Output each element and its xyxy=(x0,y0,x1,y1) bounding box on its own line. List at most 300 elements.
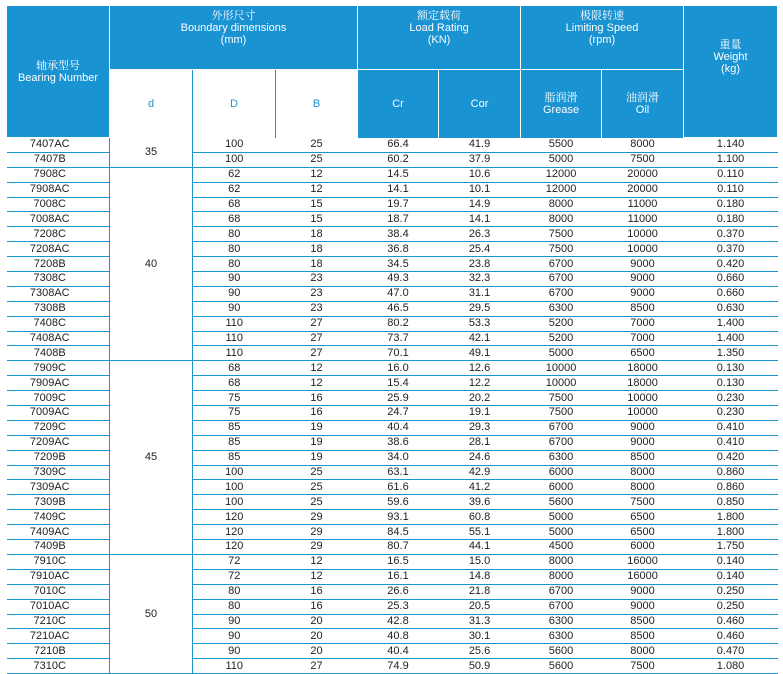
oil-speed-cell: 16000 xyxy=(602,554,684,569)
bearing-number-cell: 7408B xyxy=(7,346,110,361)
cr-value-cell: 16.5 xyxy=(358,554,439,569)
oil-speed-cell: 7500 xyxy=(602,659,684,674)
weight-value-cell: 0.860 xyxy=(684,480,778,495)
cor-value-cell: 21.8 xyxy=(439,584,521,599)
bearing-number-cell: 7208AC xyxy=(7,242,110,257)
grease-speed-cell: 5000 xyxy=(521,525,602,540)
outer-diameter-cell: 110 xyxy=(193,316,276,331)
width-cell: 27 xyxy=(276,659,358,674)
header-grease-en: Grease xyxy=(542,103,580,116)
outer-diameter-cell: 90 xyxy=(193,644,276,659)
cr-value-cell: 19.7 xyxy=(358,197,439,212)
header-oil xyxy=(602,70,684,138)
cor-value-cell: 20.2 xyxy=(439,391,521,406)
width-cell: 12 xyxy=(276,376,358,391)
cor-value-cell: 31.3 xyxy=(439,614,521,629)
weight-value-cell: 0.180 xyxy=(684,197,778,212)
oil-speed-cell: 9000 xyxy=(602,286,684,301)
width-cell: 29 xyxy=(276,510,358,525)
weight-value-cell: 0.230 xyxy=(684,406,778,421)
weight-value-cell: 0.130 xyxy=(684,361,778,376)
width-cell: 19 xyxy=(276,435,358,450)
cor-value-cell: 12.2 xyxy=(439,376,521,391)
oil-speed-cell: 10000 xyxy=(602,391,684,406)
weight-value-cell: 0.110 xyxy=(684,182,778,197)
cor-value-cell: 24.6 xyxy=(439,450,521,465)
oil-speed-cell: 9000 xyxy=(602,599,684,614)
outer-diameter-cell: 68 xyxy=(193,361,276,376)
outer-diameter-cell: 90 xyxy=(193,272,276,287)
header-oil-en: Oil xyxy=(635,103,650,116)
weight-value-cell: 0.410 xyxy=(684,435,778,450)
oil-speed-cell: 9000 xyxy=(602,257,684,272)
weight-value-cell: 0.230 xyxy=(684,391,778,406)
outer-diameter-cell: 90 xyxy=(193,286,276,301)
header-boundary-en: Boundary dimensions xyxy=(180,22,287,34)
weight-value-cell: 0.860 xyxy=(684,465,778,480)
grease-speed-cell: 6300 xyxy=(521,301,602,316)
bearing-number-cell: 7210C xyxy=(7,614,110,629)
weight-value-cell: 0.460 xyxy=(684,629,778,644)
cr-value-cell: 16.1 xyxy=(358,569,439,584)
width-cell: 25 xyxy=(276,152,358,167)
cor-value-cell: 31.1 xyxy=(439,286,521,301)
weight-value-cell: 0.630 xyxy=(684,301,778,316)
bearing-number-cell: 7910AC xyxy=(7,569,110,584)
header-load-rating xyxy=(358,6,521,70)
cr-value-cell: 15.4 xyxy=(358,376,439,391)
cr-value-cell: 46.5 xyxy=(358,301,439,316)
header-d: d xyxy=(110,70,193,138)
oil-speed-cell: 20000 xyxy=(602,182,684,197)
oil-speed-cell: 10000 xyxy=(602,227,684,242)
cor-value-cell: 15.0 xyxy=(439,554,521,569)
bearing-number-cell: 7309AC xyxy=(7,480,110,495)
cor-value-cell: 49.1 xyxy=(439,346,521,361)
oil-speed-cell: 7500 xyxy=(602,152,684,167)
oil-speed-cell: 8000 xyxy=(602,465,684,480)
width-cell: 23 xyxy=(276,301,358,316)
cr-value-cell: 34.0 xyxy=(358,450,439,465)
grease-speed-cell: 6700 xyxy=(521,272,602,287)
weight-value-cell: 0.660 xyxy=(684,286,778,301)
grease-speed-cell: 8000 xyxy=(521,212,602,227)
grease-speed-cell: 6000 xyxy=(521,480,602,495)
cr-value-cell: 60.2 xyxy=(358,152,439,167)
bearing-spec-table xyxy=(6,6,778,674)
width-cell: 29 xyxy=(276,540,358,555)
outer-diameter-cell: 120 xyxy=(193,525,276,540)
cr-value-cell: 34.5 xyxy=(358,257,439,272)
cr-value-cell: 84.5 xyxy=(358,525,439,540)
outer-diameter-cell: 85 xyxy=(193,420,276,435)
cr-value-cell: 42.8 xyxy=(358,614,439,629)
width-cell: 16 xyxy=(276,391,358,406)
bearing-number-cell: 7308C xyxy=(7,272,110,287)
weight-value-cell: 1.140 xyxy=(684,138,778,153)
cor-value-cell: 30.1 xyxy=(439,629,521,644)
weight-value-cell: 1.800 xyxy=(684,510,778,525)
width-cell: 12 xyxy=(276,569,358,584)
width-cell: 20 xyxy=(276,644,358,659)
header-boundary-unit: (mm) xyxy=(220,34,247,46)
weight-value-cell: 0.370 xyxy=(684,227,778,242)
outer-diameter-cell: 100 xyxy=(193,495,276,510)
cor-value-cell: 29.5 xyxy=(439,301,521,316)
oil-speed-cell: 8500 xyxy=(602,450,684,465)
width-cell: 27 xyxy=(276,316,358,331)
outer-diameter-cell: 62 xyxy=(193,182,276,197)
grease-speed-cell: 6000 xyxy=(521,465,602,480)
bearing-number-cell: 7408AC xyxy=(7,331,110,346)
width-cell: 27 xyxy=(276,331,358,346)
cr-value-cell: 66.4 xyxy=(358,138,439,153)
oil-speed-cell: 8000 xyxy=(602,138,684,153)
bearing-number-cell: 7309C xyxy=(7,465,110,480)
grease-speed-cell: 7500 xyxy=(521,406,602,421)
cor-value-cell: 26.3 xyxy=(439,227,521,242)
cor-value-cell: 44.1 xyxy=(439,540,521,555)
bearing-number-cell: 7310C xyxy=(7,659,110,674)
outer-diameter-cell: 68 xyxy=(193,376,276,391)
cor-value-cell: 41.9 xyxy=(439,138,521,153)
cr-value-cell: 73.7 xyxy=(358,331,439,346)
oil-speed-cell: 7000 xyxy=(602,316,684,331)
width-cell: 12 xyxy=(276,361,358,376)
grease-speed-cell: 5500 xyxy=(521,138,602,153)
cor-value-cell: 10.6 xyxy=(439,167,521,182)
width-cell: 27 xyxy=(276,346,358,361)
oil-speed-cell: 9000 xyxy=(602,420,684,435)
header-bearing-number-cn: 轴承型号 xyxy=(36,59,80,72)
bearing-number-cell: 7308B xyxy=(7,301,110,316)
weight-value-cell: 0.140 xyxy=(684,569,778,584)
header-load-cn: 额定载荷 xyxy=(417,10,462,22)
cor-value-cell: 23.8 xyxy=(439,257,521,272)
outer-diameter-cell: 68 xyxy=(193,197,276,212)
bearing-table-container xyxy=(6,6,777,674)
outer-diameter-cell: 85 xyxy=(193,450,276,465)
header-speed-en: Limiting Speed xyxy=(565,22,639,34)
outer-diameter-cell: 72 xyxy=(193,569,276,584)
cr-value-cell: 70.1 xyxy=(358,346,439,361)
weight-value-cell: 0.250 xyxy=(684,584,778,599)
outer-diameter-cell: 100 xyxy=(193,480,276,495)
weight-value-cell: 1.100 xyxy=(684,152,778,167)
bearing-number-cell: 7908C xyxy=(7,167,110,182)
bearing-number-cell: 7208B xyxy=(7,257,110,272)
table-body xyxy=(7,138,778,674)
bearing-number-cell: 7209B xyxy=(7,450,110,465)
oil-speed-cell: 8500 xyxy=(602,629,684,644)
bore-diameter-cell: 35 xyxy=(110,138,193,168)
cor-value-cell: 39.6 xyxy=(439,495,521,510)
grease-speed-cell: 5600 xyxy=(521,644,602,659)
grease-speed-cell: 8000 xyxy=(521,554,602,569)
oil-speed-cell: 18000 xyxy=(602,376,684,391)
outer-diameter-cell: 100 xyxy=(193,138,276,153)
header-weight-en: Weight xyxy=(713,50,748,63)
cr-value-cell: 47.0 xyxy=(358,286,439,301)
oil-speed-cell: 6000 xyxy=(602,540,684,555)
table-row xyxy=(7,167,778,182)
weight-value-cell: 1.080 xyxy=(684,659,778,674)
width-cell: 15 xyxy=(276,197,358,212)
grease-speed-cell: 12000 xyxy=(521,167,602,182)
grease-speed-cell: 7500 xyxy=(521,391,602,406)
cr-value-cell: 38.6 xyxy=(358,435,439,450)
grease-speed-cell: 4500 xyxy=(521,540,602,555)
cor-value-cell: 14.8 xyxy=(439,569,521,584)
grease-speed-cell: 7500 xyxy=(521,227,602,242)
cor-value-cell: 37.9 xyxy=(439,152,521,167)
bearing-number-cell: 7908AC xyxy=(7,182,110,197)
cor-value-cell: 10.1 xyxy=(439,182,521,197)
oil-speed-cell: 10000 xyxy=(602,406,684,421)
cor-value-cell: 20.5 xyxy=(439,599,521,614)
table-row xyxy=(7,361,778,376)
weight-value-cell: 0.410 xyxy=(684,420,778,435)
outer-diameter-cell: 80 xyxy=(193,584,276,599)
header-weight xyxy=(684,6,778,138)
oil-speed-cell: 10000 xyxy=(602,242,684,257)
header-bearing-number xyxy=(7,6,110,138)
outer-diameter-cell: 80 xyxy=(193,257,276,272)
bearing-number-cell: 7407AC xyxy=(7,138,110,153)
oil-speed-cell: 6500 xyxy=(602,510,684,525)
cr-value-cell: 63.1 xyxy=(358,465,439,480)
bearing-number-cell: 7308AC xyxy=(7,286,110,301)
grease-speed-cell: 5000 xyxy=(521,346,602,361)
cr-value-cell: 61.6 xyxy=(358,480,439,495)
oil-speed-cell: 8000 xyxy=(602,480,684,495)
oil-speed-cell: 11000 xyxy=(602,212,684,227)
width-cell: 16 xyxy=(276,599,358,614)
outer-diameter-cell: 68 xyxy=(193,212,276,227)
bearing-number-cell: 7208C xyxy=(7,227,110,242)
outer-diameter-cell: 80 xyxy=(193,242,276,257)
header-oil-cn: 油润滑 xyxy=(626,91,660,104)
width-cell: 19 xyxy=(276,420,358,435)
header-speed-cn: 极限转速 xyxy=(580,10,625,22)
bearing-number-cell: 7209AC xyxy=(7,435,110,450)
width-cell: 16 xyxy=(276,406,358,421)
outer-diameter-cell: 85 xyxy=(193,435,276,450)
weight-value-cell: 0.420 xyxy=(684,450,778,465)
width-cell: 23 xyxy=(276,286,358,301)
outer-diameter-cell: 100 xyxy=(193,465,276,480)
width-cell: 23 xyxy=(276,272,358,287)
bearing-number-cell: 7409B xyxy=(7,540,110,555)
width-cell: 15 xyxy=(276,212,358,227)
cor-value-cell: 12.6 xyxy=(439,361,521,376)
cr-value-cell: 93.1 xyxy=(358,510,439,525)
cr-value-cell: 40.4 xyxy=(358,644,439,659)
cor-value-cell: 32.3 xyxy=(439,272,521,287)
bearing-number-cell: 7009AC xyxy=(7,406,110,421)
header-D: D xyxy=(193,70,276,138)
header-grease-cn: 脂润滑 xyxy=(544,91,578,104)
cor-value-cell: 19.1 xyxy=(439,406,521,421)
outer-diameter-cell: 110 xyxy=(193,331,276,346)
cor-value-cell: 60.8 xyxy=(439,510,521,525)
width-cell: 18 xyxy=(276,227,358,242)
bearing-number-cell: 7309B xyxy=(7,495,110,510)
grease-speed-cell: 5200 xyxy=(521,331,602,346)
header-weight-unit: (kg) xyxy=(721,62,740,75)
cor-value-cell: 14.9 xyxy=(439,197,521,212)
table-row xyxy=(7,138,778,153)
width-cell: 25 xyxy=(276,465,358,480)
weight-value-cell: 1.800 xyxy=(684,525,778,540)
cr-value-cell: 14.5 xyxy=(358,167,439,182)
header-cr: Cr xyxy=(358,70,439,138)
bearing-number-cell: 7009C xyxy=(7,391,110,406)
cr-value-cell: 24.7 xyxy=(358,406,439,421)
weight-value-cell: 1.350 xyxy=(684,346,778,361)
width-cell: 29 xyxy=(276,525,358,540)
width-cell: 18 xyxy=(276,257,358,272)
outer-diameter-cell: 90 xyxy=(193,614,276,629)
grease-speed-cell: 6700 xyxy=(521,286,602,301)
width-cell: 20 xyxy=(276,614,358,629)
outer-diameter-cell: 120 xyxy=(193,540,276,555)
grease-speed-cell: 6300 xyxy=(521,450,602,465)
oil-speed-cell: 18000 xyxy=(602,361,684,376)
oil-speed-cell: 6500 xyxy=(602,525,684,540)
outer-diameter-cell: 72 xyxy=(193,554,276,569)
grease-speed-cell: 10000 xyxy=(521,376,602,391)
outer-diameter-cell: 80 xyxy=(193,599,276,614)
width-cell: 20 xyxy=(276,629,358,644)
weight-value-cell: 0.140 xyxy=(684,554,778,569)
header-load-en: Load Rating xyxy=(409,22,469,34)
width-cell: 12 xyxy=(276,554,358,569)
oil-speed-cell: 9000 xyxy=(602,435,684,450)
cr-value-cell: 40.4 xyxy=(358,420,439,435)
bearing-number-cell: 7910C xyxy=(7,554,110,569)
cr-value-cell: 14.1 xyxy=(358,182,439,197)
oil-speed-cell: 8000 xyxy=(602,644,684,659)
width-cell: 18 xyxy=(276,242,358,257)
outer-diameter-cell: 110 xyxy=(193,346,276,361)
cor-value-cell: 42.9 xyxy=(439,465,521,480)
bearing-number-cell: 7008AC xyxy=(7,212,110,227)
cor-value-cell: 53.3 xyxy=(439,316,521,331)
weight-value-cell: 0.660 xyxy=(684,272,778,287)
oil-speed-cell: 7000 xyxy=(602,331,684,346)
grease-speed-cell: 6700 xyxy=(521,435,602,450)
grease-speed-cell: 8000 xyxy=(521,197,602,212)
outer-diameter-cell: 75 xyxy=(193,391,276,406)
grease-speed-cell: 12000 xyxy=(521,182,602,197)
header-limiting-speed xyxy=(521,6,684,70)
weight-value-cell: 0.130 xyxy=(684,376,778,391)
cor-value-cell: 14.1 xyxy=(439,212,521,227)
width-cell: 19 xyxy=(276,450,358,465)
cor-value-cell: 55.1 xyxy=(439,525,521,540)
oil-speed-cell: 16000 xyxy=(602,569,684,584)
grease-speed-cell: 6300 xyxy=(521,629,602,644)
bearing-number-cell: 7210AC xyxy=(7,629,110,644)
weight-value-cell: 1.750 xyxy=(684,540,778,555)
table-row xyxy=(7,554,778,569)
weight-value-cell: 0.460 xyxy=(684,614,778,629)
outer-diameter-cell: 110 xyxy=(193,659,276,674)
outer-diameter-cell: 90 xyxy=(193,301,276,316)
bore-diameter-cell: 40 xyxy=(110,167,193,361)
cr-value-cell: 16.0 xyxy=(358,361,439,376)
oil-speed-cell: 8500 xyxy=(602,301,684,316)
weight-value-cell: 1.400 xyxy=(684,331,778,346)
bearing-number-cell: 7909AC xyxy=(7,376,110,391)
outer-diameter-cell: 80 xyxy=(193,227,276,242)
cr-value-cell: 80.2 xyxy=(358,316,439,331)
cr-value-cell: 26.6 xyxy=(358,584,439,599)
outer-diameter-cell: 90 xyxy=(193,629,276,644)
cr-value-cell: 38.4 xyxy=(358,227,439,242)
outer-diameter-cell: 100 xyxy=(193,152,276,167)
grease-speed-cell: 10000 xyxy=(521,361,602,376)
cor-value-cell: 50.9 xyxy=(439,659,521,674)
cor-value-cell: 28.1 xyxy=(439,435,521,450)
cr-value-cell: 25.3 xyxy=(358,599,439,614)
weight-value-cell: 0.470 xyxy=(684,644,778,659)
oil-speed-cell: 11000 xyxy=(602,197,684,212)
grease-speed-cell: 5600 xyxy=(521,659,602,674)
grease-speed-cell: 6300 xyxy=(521,614,602,629)
bearing-number-cell: 7409AC xyxy=(7,525,110,540)
weight-value-cell: 1.400 xyxy=(684,316,778,331)
cr-value-cell: 25.9 xyxy=(358,391,439,406)
header-cor: Cor xyxy=(439,70,521,138)
bore-diameter-cell: 50 xyxy=(110,554,193,673)
outer-diameter-cell: 62 xyxy=(193,167,276,182)
grease-speed-cell: 6700 xyxy=(521,599,602,614)
oil-speed-cell: 7500 xyxy=(602,495,684,510)
header-boundary-dimensions xyxy=(110,6,358,70)
oil-speed-cell: 20000 xyxy=(602,167,684,182)
grease-speed-cell: 6700 xyxy=(521,257,602,272)
header-speed-unit: (rpm) xyxy=(588,34,616,46)
oil-speed-cell: 6500 xyxy=(602,346,684,361)
grease-speed-cell: 5000 xyxy=(521,152,602,167)
bearing-number-cell: 7909C xyxy=(7,361,110,376)
header-bearing-number-en: Bearing Number xyxy=(17,71,99,84)
table-header xyxy=(7,6,778,138)
cr-value-cell: 59.6 xyxy=(358,495,439,510)
header-load-unit: (KN) xyxy=(427,34,451,46)
grease-speed-cell: 5200 xyxy=(521,316,602,331)
weight-value-cell: 0.110 xyxy=(684,167,778,182)
outer-diameter-cell: 120 xyxy=(193,510,276,525)
bearing-number-cell: 7008C xyxy=(7,197,110,212)
oil-speed-cell: 8500 xyxy=(602,614,684,629)
cr-value-cell: 49.3 xyxy=(358,272,439,287)
cr-value-cell: 40.8 xyxy=(358,629,439,644)
bearing-number-cell: 7010C xyxy=(7,584,110,599)
outer-diameter-cell: 75 xyxy=(193,406,276,421)
cr-value-cell: 74.9 xyxy=(358,659,439,674)
cr-value-cell: 80.7 xyxy=(358,540,439,555)
grease-speed-cell: 8000 xyxy=(521,569,602,584)
bearing-number-cell: 7210B xyxy=(7,644,110,659)
cor-value-cell: 42.1 xyxy=(439,331,521,346)
bearing-number-cell: 7010AC xyxy=(7,599,110,614)
header-B: B xyxy=(276,70,358,138)
weight-value-cell: 0.420 xyxy=(684,257,778,272)
weight-value-cell: 0.180 xyxy=(684,212,778,227)
